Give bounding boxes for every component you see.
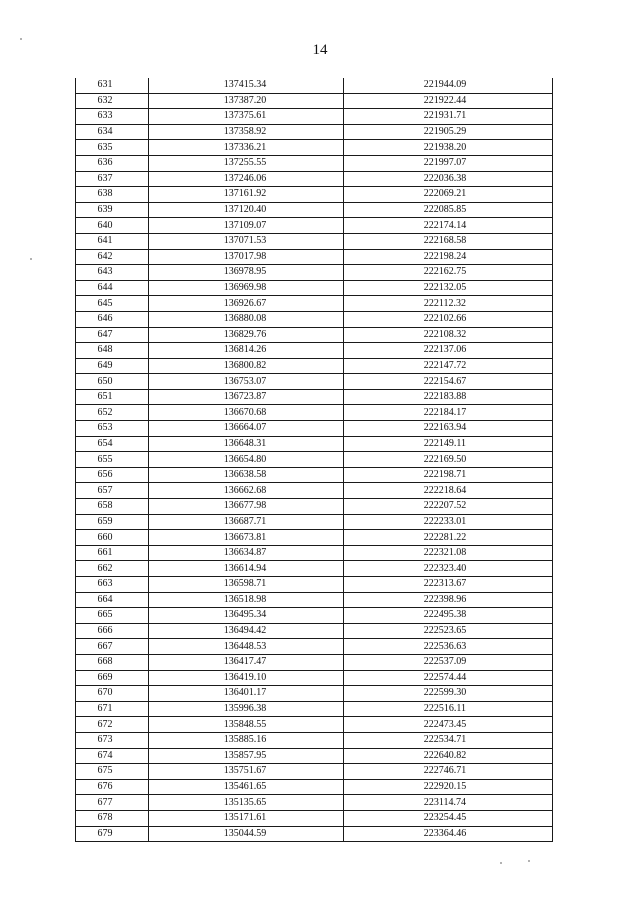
scan-speck bbox=[30, 258, 32, 260]
second-value-cell: 222163.94 bbox=[344, 421, 553, 437]
second-value-cell: 222174.14 bbox=[344, 218, 553, 234]
row-number-cell: 657 bbox=[76, 483, 149, 499]
row-number-cell: 651 bbox=[76, 389, 149, 405]
first-value-cell: 137246.06 bbox=[149, 171, 344, 187]
row-number-cell: 637 bbox=[76, 171, 149, 187]
row-number-cell: 642 bbox=[76, 249, 149, 265]
second-value-cell: 222920.15 bbox=[344, 779, 553, 795]
second-value-cell: 222069.21 bbox=[344, 187, 553, 203]
second-value-cell: 222207.52 bbox=[344, 499, 553, 515]
table-row bbox=[76, 686, 553, 702]
first-value-cell: 136419.10 bbox=[149, 670, 344, 686]
first-value-cell: 136638.58 bbox=[149, 467, 344, 483]
second-value-cell: 222183.88 bbox=[344, 389, 553, 405]
second-value-cell: 222233.01 bbox=[344, 514, 553, 530]
table-row bbox=[76, 171, 553, 187]
table-row bbox=[76, 670, 553, 686]
second-value-cell: 222473.45 bbox=[344, 717, 553, 733]
first-value-cell: 137336.21 bbox=[149, 140, 344, 156]
first-value-cell: 136814.26 bbox=[149, 343, 344, 359]
first-value-cell: 136978.95 bbox=[149, 265, 344, 281]
second-value-cell: 222108.32 bbox=[344, 327, 553, 343]
table-row bbox=[76, 187, 553, 203]
second-value-cell: 222085.85 bbox=[344, 202, 553, 218]
row-number-cell: 647 bbox=[76, 327, 149, 343]
second-value-cell: 221922.44 bbox=[344, 93, 553, 109]
row-number-cell: 675 bbox=[76, 764, 149, 780]
first-value-cell: 135171.61 bbox=[149, 810, 344, 826]
first-value-cell: 135044.59 bbox=[149, 826, 344, 842]
first-value-cell: 136614.94 bbox=[149, 561, 344, 577]
page-number: 14 bbox=[312, 42, 328, 58]
table-row bbox=[76, 748, 553, 764]
table-row bbox=[76, 155, 553, 171]
row-number-cell: 648 bbox=[76, 343, 149, 359]
table-row bbox=[76, 296, 553, 312]
first-value-cell: 136654.80 bbox=[149, 452, 344, 468]
first-value-cell: 136829.76 bbox=[149, 327, 344, 343]
second-value-cell: 221905.29 bbox=[344, 124, 553, 140]
table-row bbox=[76, 343, 553, 359]
table-row bbox=[76, 514, 553, 530]
table-row bbox=[76, 109, 553, 125]
table-row bbox=[76, 561, 553, 577]
row-number-cell: 644 bbox=[76, 280, 149, 296]
table-row bbox=[76, 93, 553, 109]
first-value-cell: 136664.07 bbox=[149, 421, 344, 437]
table-row bbox=[76, 623, 553, 639]
table-row bbox=[76, 202, 553, 218]
first-value-cell: 136495.34 bbox=[149, 608, 344, 624]
row-number-cell: 670 bbox=[76, 686, 149, 702]
table-row bbox=[76, 701, 553, 717]
row-number-cell: 650 bbox=[76, 374, 149, 390]
scan-speck bbox=[500, 862, 502, 864]
second-value-cell: 221938.20 bbox=[344, 140, 553, 156]
first-value-cell: 136494.42 bbox=[149, 623, 344, 639]
scan-speck bbox=[528, 860, 530, 862]
second-value-cell: 222534.71 bbox=[344, 732, 553, 748]
second-value-cell: 222313.67 bbox=[344, 577, 553, 593]
second-value-cell: 222137.06 bbox=[344, 343, 553, 359]
table-row bbox=[76, 280, 553, 296]
table-row bbox=[76, 795, 553, 811]
first-value-cell: 137120.40 bbox=[149, 202, 344, 218]
row-number-cell: 674 bbox=[76, 748, 149, 764]
second-value-cell: 222218.64 bbox=[344, 483, 553, 499]
row-number-cell: 676 bbox=[76, 779, 149, 795]
second-value-cell: 222184.17 bbox=[344, 405, 553, 421]
table-row bbox=[76, 218, 553, 234]
first-value-cell: 137415.34 bbox=[149, 78, 344, 93]
table-row bbox=[76, 732, 553, 748]
table-row bbox=[76, 436, 553, 452]
table-row bbox=[76, 717, 553, 733]
first-value-cell: 136648.31 bbox=[149, 436, 344, 452]
table-row bbox=[76, 826, 553, 842]
second-value-cell: 222746.71 bbox=[344, 764, 553, 780]
first-value-cell: 136448.53 bbox=[149, 639, 344, 655]
table-row bbox=[76, 358, 553, 374]
row-number-cell: 638 bbox=[76, 187, 149, 203]
table-row bbox=[76, 608, 553, 624]
row-number-cell: 679 bbox=[76, 826, 149, 842]
row-number-cell: 655 bbox=[76, 452, 149, 468]
second-value-cell: 221944.09 bbox=[344, 78, 553, 93]
table-row bbox=[76, 639, 553, 655]
row-number-cell: 661 bbox=[76, 545, 149, 561]
second-value-cell: 222169.50 bbox=[344, 452, 553, 468]
second-value-cell: 223364.46 bbox=[344, 826, 553, 842]
row-number-cell: 665 bbox=[76, 608, 149, 624]
row-number-cell: 640 bbox=[76, 218, 149, 234]
first-value-cell: 136753.07 bbox=[149, 374, 344, 390]
first-value-cell: 136687.71 bbox=[149, 514, 344, 530]
table-row bbox=[76, 592, 553, 608]
row-number-cell: 643 bbox=[76, 265, 149, 281]
table-row bbox=[76, 327, 553, 343]
scan-speck bbox=[20, 38, 22, 40]
second-value-cell: 222398.96 bbox=[344, 592, 553, 608]
first-value-cell: 136677.98 bbox=[149, 499, 344, 515]
first-value-cell: 135135.65 bbox=[149, 795, 344, 811]
row-number-cell: 660 bbox=[76, 530, 149, 546]
second-value-cell: 222147.72 bbox=[344, 358, 553, 374]
first-value-cell: 136926.67 bbox=[149, 296, 344, 312]
row-number-cell: 634 bbox=[76, 124, 149, 140]
table-row bbox=[76, 577, 553, 593]
table-row bbox=[76, 545, 553, 561]
table-row bbox=[76, 483, 553, 499]
second-value-cell: 221931.71 bbox=[344, 109, 553, 125]
table-row bbox=[76, 530, 553, 546]
table-body bbox=[76, 78, 553, 842]
row-number-cell: 635 bbox=[76, 140, 149, 156]
table-row bbox=[76, 654, 553, 670]
table-row bbox=[76, 467, 553, 483]
first-value-cell: 136417.47 bbox=[149, 654, 344, 670]
row-number-cell: 667 bbox=[76, 639, 149, 655]
row-number-cell: 664 bbox=[76, 592, 149, 608]
row-number-cell: 663 bbox=[76, 577, 149, 593]
row-number-cell: 671 bbox=[76, 701, 149, 717]
table-row bbox=[76, 810, 553, 826]
table-row bbox=[76, 140, 553, 156]
second-value-cell: 222574.44 bbox=[344, 670, 553, 686]
row-number-cell: 652 bbox=[76, 405, 149, 421]
second-value-cell: 222516.11 bbox=[344, 701, 553, 717]
first-value-cell: 137017.98 bbox=[149, 249, 344, 265]
table-row bbox=[76, 78, 553, 93]
table-row bbox=[76, 764, 553, 780]
row-number-cell: 678 bbox=[76, 810, 149, 826]
coordinates-table bbox=[75, 78, 553, 842]
first-value-cell: 136670.68 bbox=[149, 405, 344, 421]
second-value-cell: 222036.38 bbox=[344, 171, 553, 187]
second-value-cell: 222132.05 bbox=[344, 280, 553, 296]
second-value-cell: 222523.65 bbox=[344, 623, 553, 639]
first-value-cell: 136723.87 bbox=[149, 389, 344, 405]
first-value-cell: 135996.38 bbox=[149, 701, 344, 717]
row-number-cell: 666 bbox=[76, 623, 149, 639]
row-number-cell: 668 bbox=[76, 654, 149, 670]
first-value-cell: 136969.98 bbox=[149, 280, 344, 296]
first-value-cell: 136800.82 bbox=[149, 358, 344, 374]
row-number-cell: 641 bbox=[76, 233, 149, 249]
first-value-cell: 135751.67 bbox=[149, 764, 344, 780]
first-value-cell: 136662.68 bbox=[149, 483, 344, 499]
first-value-cell: 136634.87 bbox=[149, 545, 344, 561]
first-value-cell: 137071.53 bbox=[149, 233, 344, 249]
second-value-cell: 223114.74 bbox=[344, 795, 553, 811]
first-value-cell: 137255.55 bbox=[149, 155, 344, 171]
second-value-cell: 222112.32 bbox=[344, 296, 553, 312]
row-number-cell: 633 bbox=[76, 109, 149, 125]
first-value-cell: 136598.71 bbox=[149, 577, 344, 593]
second-value-cell: 223254.45 bbox=[344, 810, 553, 826]
row-number-cell: 632 bbox=[76, 93, 149, 109]
row-number-cell: 636 bbox=[76, 155, 149, 171]
first-value-cell: 137161.92 bbox=[149, 187, 344, 203]
first-value-cell: 135848.55 bbox=[149, 717, 344, 733]
first-value-cell: 136673.81 bbox=[149, 530, 344, 546]
table-row bbox=[76, 389, 553, 405]
second-value-cell: 222198.24 bbox=[344, 249, 553, 265]
second-value-cell: 222323.40 bbox=[344, 561, 553, 577]
second-value-cell: 222281.22 bbox=[344, 530, 553, 546]
first-value-cell: 137358.92 bbox=[149, 124, 344, 140]
table-row bbox=[76, 233, 553, 249]
table-row bbox=[76, 311, 553, 327]
table-row bbox=[76, 452, 553, 468]
table-row bbox=[76, 779, 553, 795]
row-number-cell: 659 bbox=[76, 514, 149, 530]
row-number-cell: 631 bbox=[76, 78, 149, 93]
row-number-cell: 658 bbox=[76, 499, 149, 515]
second-value-cell: 222162.75 bbox=[344, 265, 553, 281]
second-value-cell: 222149.11 bbox=[344, 436, 553, 452]
table-row bbox=[76, 421, 553, 437]
second-value-cell: 222536.63 bbox=[344, 639, 553, 655]
first-value-cell: 135885.16 bbox=[149, 732, 344, 748]
row-number-cell: 654 bbox=[76, 436, 149, 452]
second-value-cell: 222537.09 bbox=[344, 654, 553, 670]
row-number-cell: 653 bbox=[76, 421, 149, 437]
second-value-cell: 221997.07 bbox=[344, 155, 553, 171]
first-value-cell: 136518.98 bbox=[149, 592, 344, 608]
row-number-cell: 672 bbox=[76, 717, 149, 733]
row-number-cell: 656 bbox=[76, 467, 149, 483]
second-value-cell: 222168.58 bbox=[344, 233, 553, 249]
second-value-cell: 222102.66 bbox=[344, 311, 553, 327]
table-row bbox=[76, 265, 553, 281]
row-number-cell: 662 bbox=[76, 561, 149, 577]
table-row bbox=[76, 124, 553, 140]
row-number-cell: 639 bbox=[76, 202, 149, 218]
table-row bbox=[76, 374, 553, 390]
first-value-cell: 137387.20 bbox=[149, 93, 344, 109]
first-value-cell: 137375.61 bbox=[149, 109, 344, 125]
first-value-cell: 135461.65 bbox=[149, 779, 344, 795]
second-value-cell: 222154.67 bbox=[344, 374, 553, 390]
second-value-cell: 222640.82 bbox=[344, 748, 553, 764]
second-value-cell: 222198.71 bbox=[344, 467, 553, 483]
first-value-cell: 137109.07 bbox=[149, 218, 344, 234]
table-row bbox=[76, 405, 553, 421]
row-number-cell: 677 bbox=[76, 795, 149, 811]
second-value-cell: 222321.08 bbox=[344, 545, 553, 561]
table-row bbox=[76, 249, 553, 265]
table-row bbox=[76, 499, 553, 515]
first-value-cell: 136401.17 bbox=[149, 686, 344, 702]
row-number-cell: 646 bbox=[76, 311, 149, 327]
second-value-cell: 222495.38 bbox=[344, 608, 553, 624]
first-value-cell: 135857.95 bbox=[149, 748, 344, 764]
row-number-cell: 669 bbox=[76, 670, 149, 686]
row-number-cell: 673 bbox=[76, 732, 149, 748]
second-value-cell: 222599.30 bbox=[344, 686, 553, 702]
row-number-cell: 649 bbox=[76, 358, 149, 374]
row-number-cell: 645 bbox=[76, 296, 149, 312]
first-value-cell: 136880.08 bbox=[149, 311, 344, 327]
